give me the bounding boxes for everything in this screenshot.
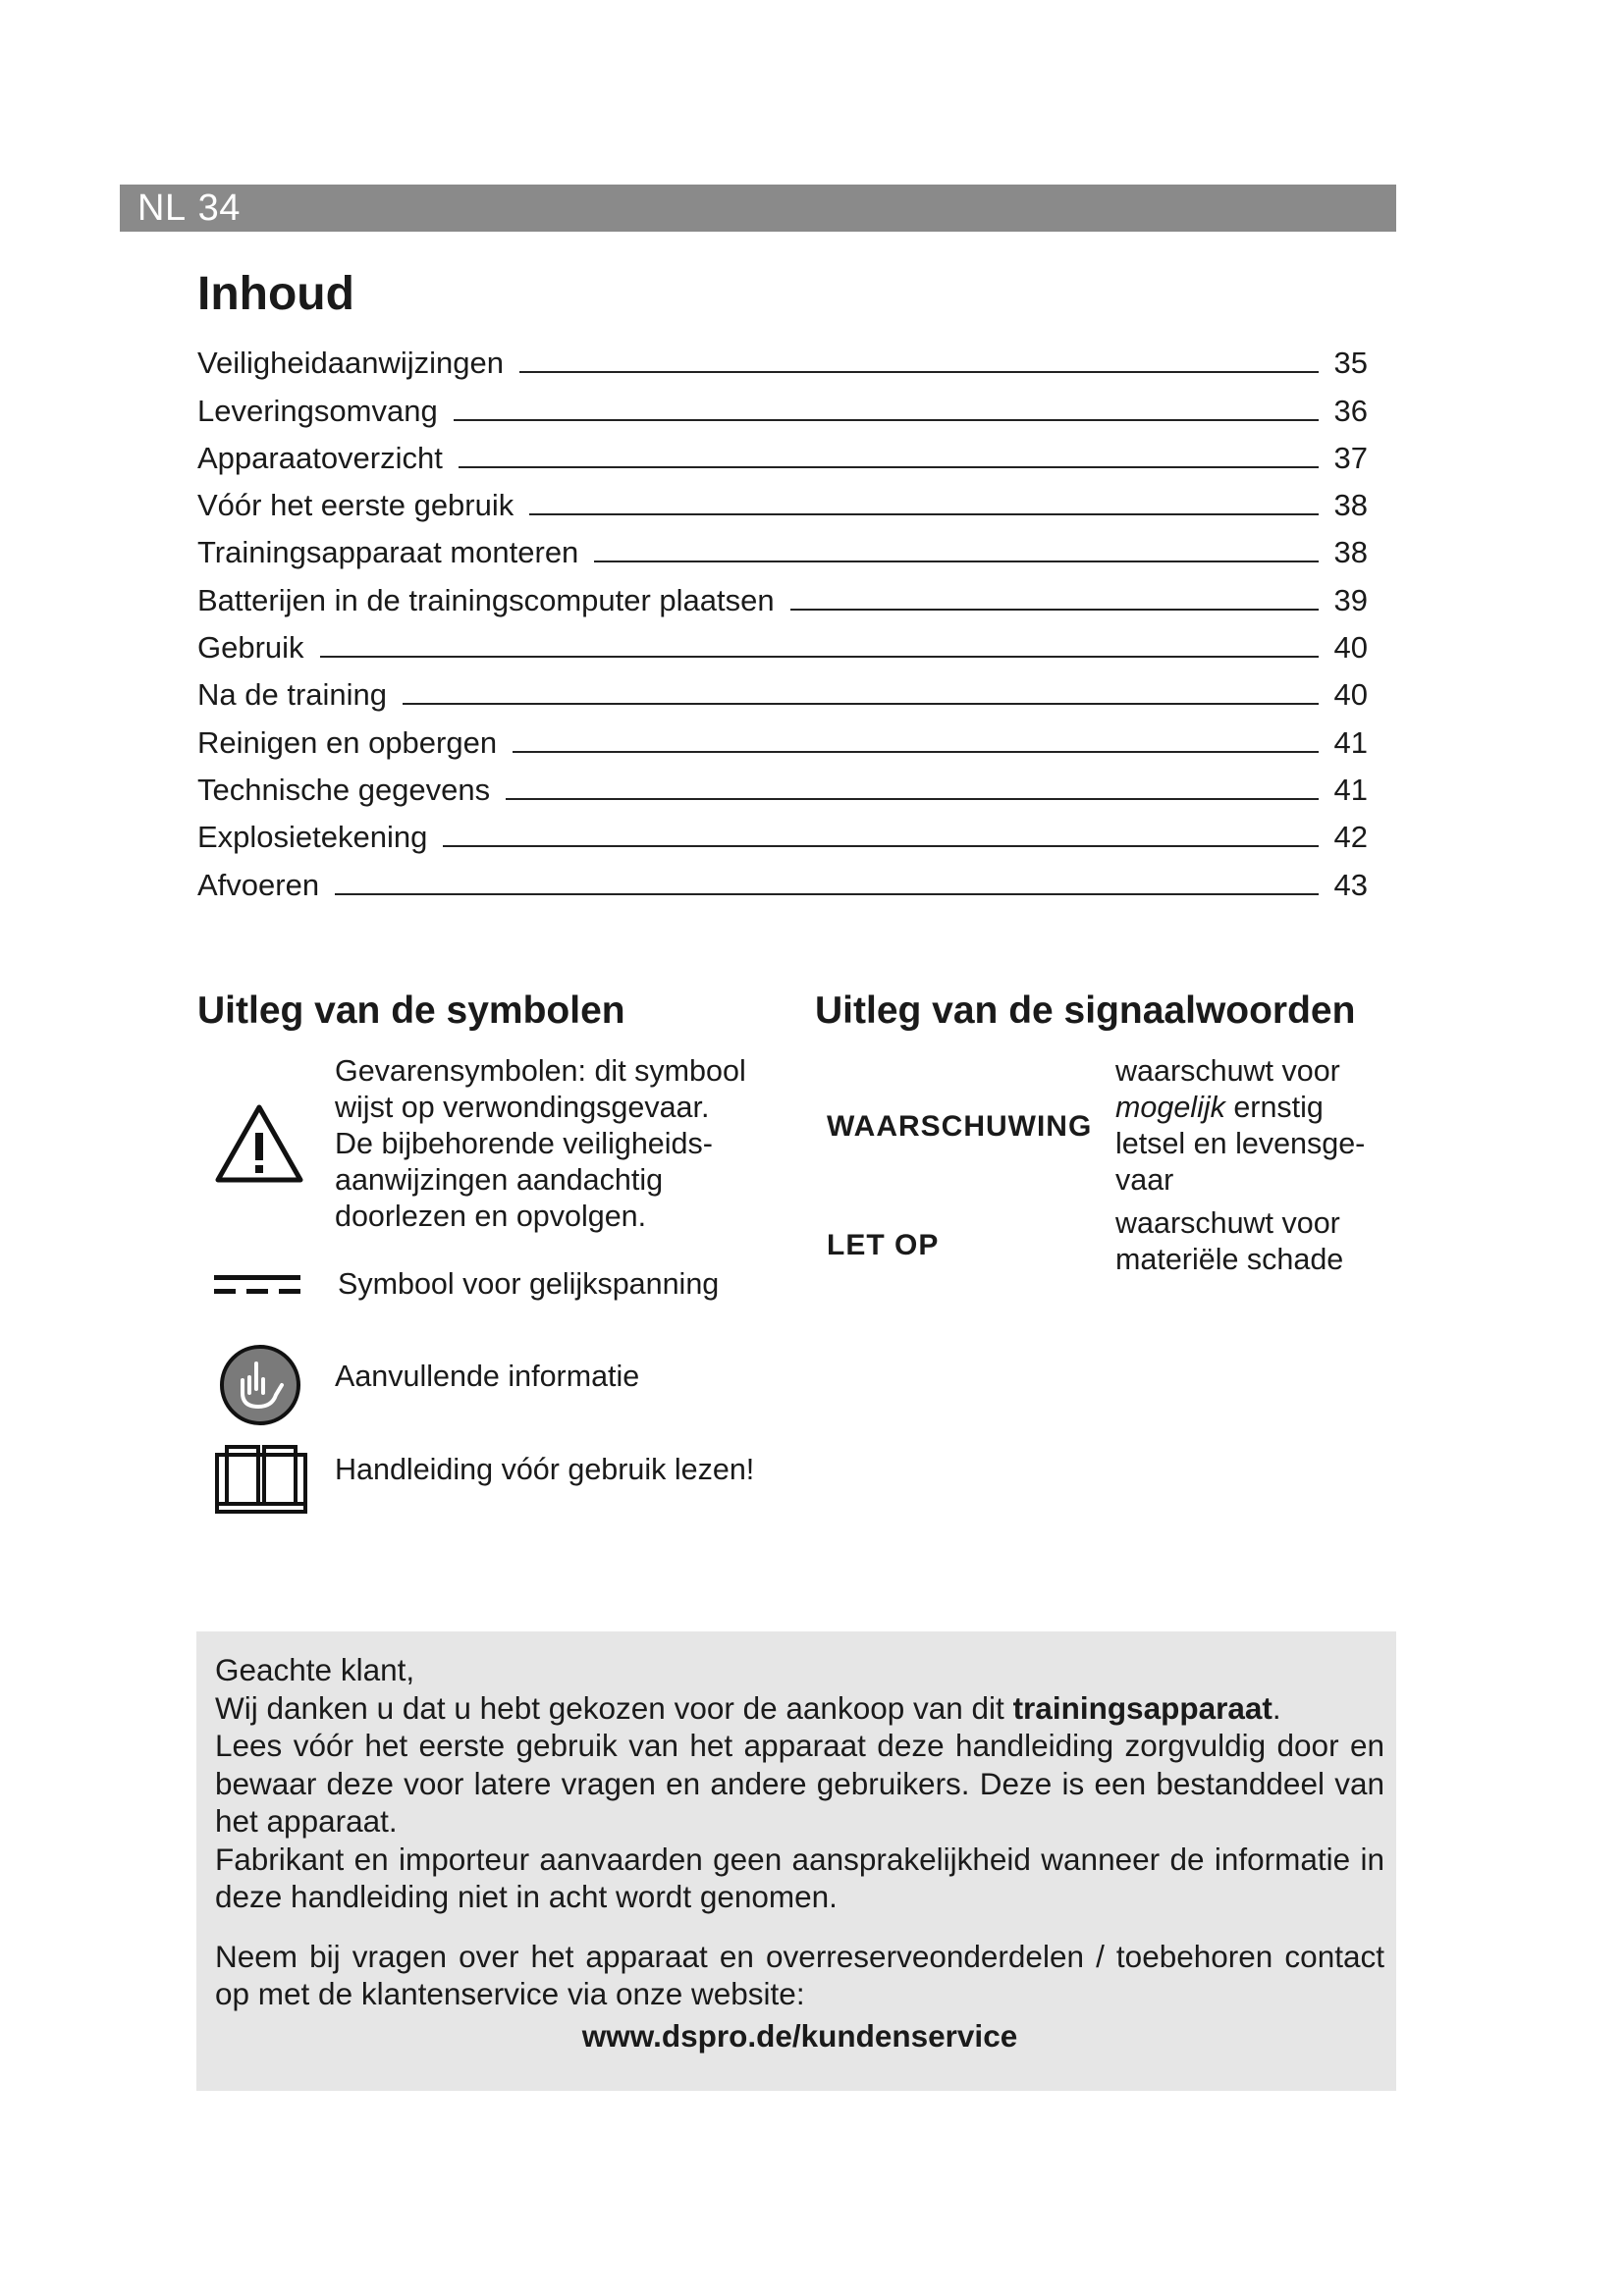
toc-entry[interactable]	[197, 429, 1368, 476]
toc-entry-label: Gebruik	[197, 630, 304, 666]
toc-entry-page: 36	[1333, 393, 1368, 428]
manual-symbol-description: Handleiding vóór gebruik lezen!	[335, 1453, 755, 1486]
toc-leader-line	[529, 513, 1318, 515]
toc-entry-label: Leveringsomvang	[197, 393, 438, 428]
toc-entry-page: 39	[1333, 582, 1368, 617]
toc-entry-label: Vóór het eerste gebruik	[197, 488, 514, 523]
toc-entry-page: 40	[1333, 630, 1368, 666]
toc-entry-page: 40	[1333, 677, 1368, 713]
signal-word-warning: WAARSCHUWING	[827, 1110, 1093, 1143]
read-manual-book-icon	[214, 1435, 308, 1516]
toc-leader-line	[320, 656, 1319, 658]
customer-notice-box	[196, 1631, 1396, 2091]
toc-entry-label: Technische gegevens	[197, 772, 491, 807]
signal-warning-description: waarschuwt voor mogelijk ernstig letsel en levensge- vaar	[1115, 1054, 1366, 1197]
toc-leader-line	[454, 419, 1319, 421]
toc-entry-label: Reinigen en opbergen	[197, 724, 498, 760]
toc-leader-line	[790, 609, 1319, 611]
signal-words-section-title: Uitleg van de signaalwoorden	[815, 989, 1356, 1032]
toc-entry-page: 43	[1333, 867, 1368, 902]
toc-entry[interactable]	[197, 570, 1368, 617]
toc-leader-line	[594, 561, 1318, 562]
toc-entry-label: Na de training	[197, 677, 388, 713]
toc-leader-line	[443, 845, 1318, 847]
page-number: 34	[197, 187, 241, 229]
toc-entry[interactable]	[197, 761, 1368, 808]
toc-entry-label: Veiligheidaanwijzingen	[197, 346, 504, 381]
toc-entry-label: Explosietekening	[197, 820, 428, 855]
toc-entry[interactable]	[197, 855, 1368, 902]
toc-leader-line	[459, 466, 1319, 468]
toc-entry[interactable]	[197, 381, 1368, 428]
table-of-contents	[197, 334, 1368, 903]
information-hand-icon	[219, 1344, 301, 1426]
toc-entry-page: 41	[1333, 724, 1368, 760]
toc-leader-line	[513, 751, 1318, 753]
signal-word-caution: LET OP	[827, 1229, 940, 1261]
info-symbol-description: Aanvullende informatie	[335, 1360, 640, 1393]
liability-text: Fabrikant en importeur aanvaarden geen aansprakelijkheid wanneer de informatie in deze handleiding niet in acht wordt genomen.	[215, 1841, 1384, 1914]
toc-entry-label: Afvoeren	[197, 867, 320, 902]
contact-text: Neem bij vragen over het apparaat en overreserveonderdelen / toebehoren contact op met de klantenservice via onze website:	[215, 1938, 1384, 2011]
toc-leader-line	[403, 703, 1319, 705]
toc-entry[interactable]	[197, 808, 1368, 855]
toc-title: Inhoud	[197, 268, 354, 320]
signal-caution-description: waarschuwt voor materiële schade	[1115, 1206, 1344, 1276]
dc-symbol-description: Symbool voor gelijkspanning	[338, 1267, 720, 1301]
toc-entry[interactable]	[197, 476, 1368, 523]
language-code: NL	[137, 187, 187, 229]
service-website-link[interactable]: www.dspro.de/kundenservice	[581, 2017, 1018, 2054]
toc-leader-line	[519, 371, 1319, 373]
toc-entry[interactable]	[197, 523, 1368, 570]
read-manual-text: Lees vóór het eerste gebruik van het apparaat deze handleiding zorgvuldig door en bewaar deze voor latere vragen en andere gebruikers. Deze is een bestanddeel van het apparaat.	[215, 1728, 1384, 1839]
toc-entry-page: 35	[1333, 346, 1368, 381]
toc-entry-page: 38	[1333, 535, 1368, 570]
toc-entry-page: 42	[1333, 820, 1368, 855]
symbols-section-title: Uitleg van de symbolen	[197, 989, 625, 1032]
toc-entry[interactable]	[197, 713, 1368, 760]
toc-entry-page: 37	[1333, 440, 1368, 475]
toc-entry-page: 38	[1333, 488, 1368, 523]
warning-symbol-description: Gevarensymbolen: dit symbool wijst op verwondingsgevaar. De bijbehorende veiligheids- aanwijzingen aandachtig doorlezen en opvolgen.	[335, 1054, 746, 1233]
greeting: Geachte klant,	[215, 1652, 415, 1687]
warning-triangle-icon	[214, 1103, 304, 1184]
toc-entry-label: Batterijen in de trainingscomputer plaatsen	[197, 582, 775, 617]
page-header	[120, 185, 1396, 232]
toc-entry[interactable]	[197, 334, 1368, 381]
toc-entry-page: 41	[1333, 772, 1368, 807]
toc-leader-line	[335, 893, 1318, 895]
toc-entry-label: Apparaatoverzicht	[197, 440, 443, 475]
toc-entry[interactable]	[197, 666, 1368, 713]
toc-entry[interactable]	[197, 618, 1368, 666]
thanks-text: Wij danken u dat u hebt gekozen voor de aankoop van dit trainingsapparaat.	[215, 1689, 1281, 1726]
direct-current-icon	[214, 1273, 300, 1297]
toc-leader-line	[506, 798, 1318, 800]
toc-entry-label: Trainingsapparaat monteren	[197, 535, 579, 570]
